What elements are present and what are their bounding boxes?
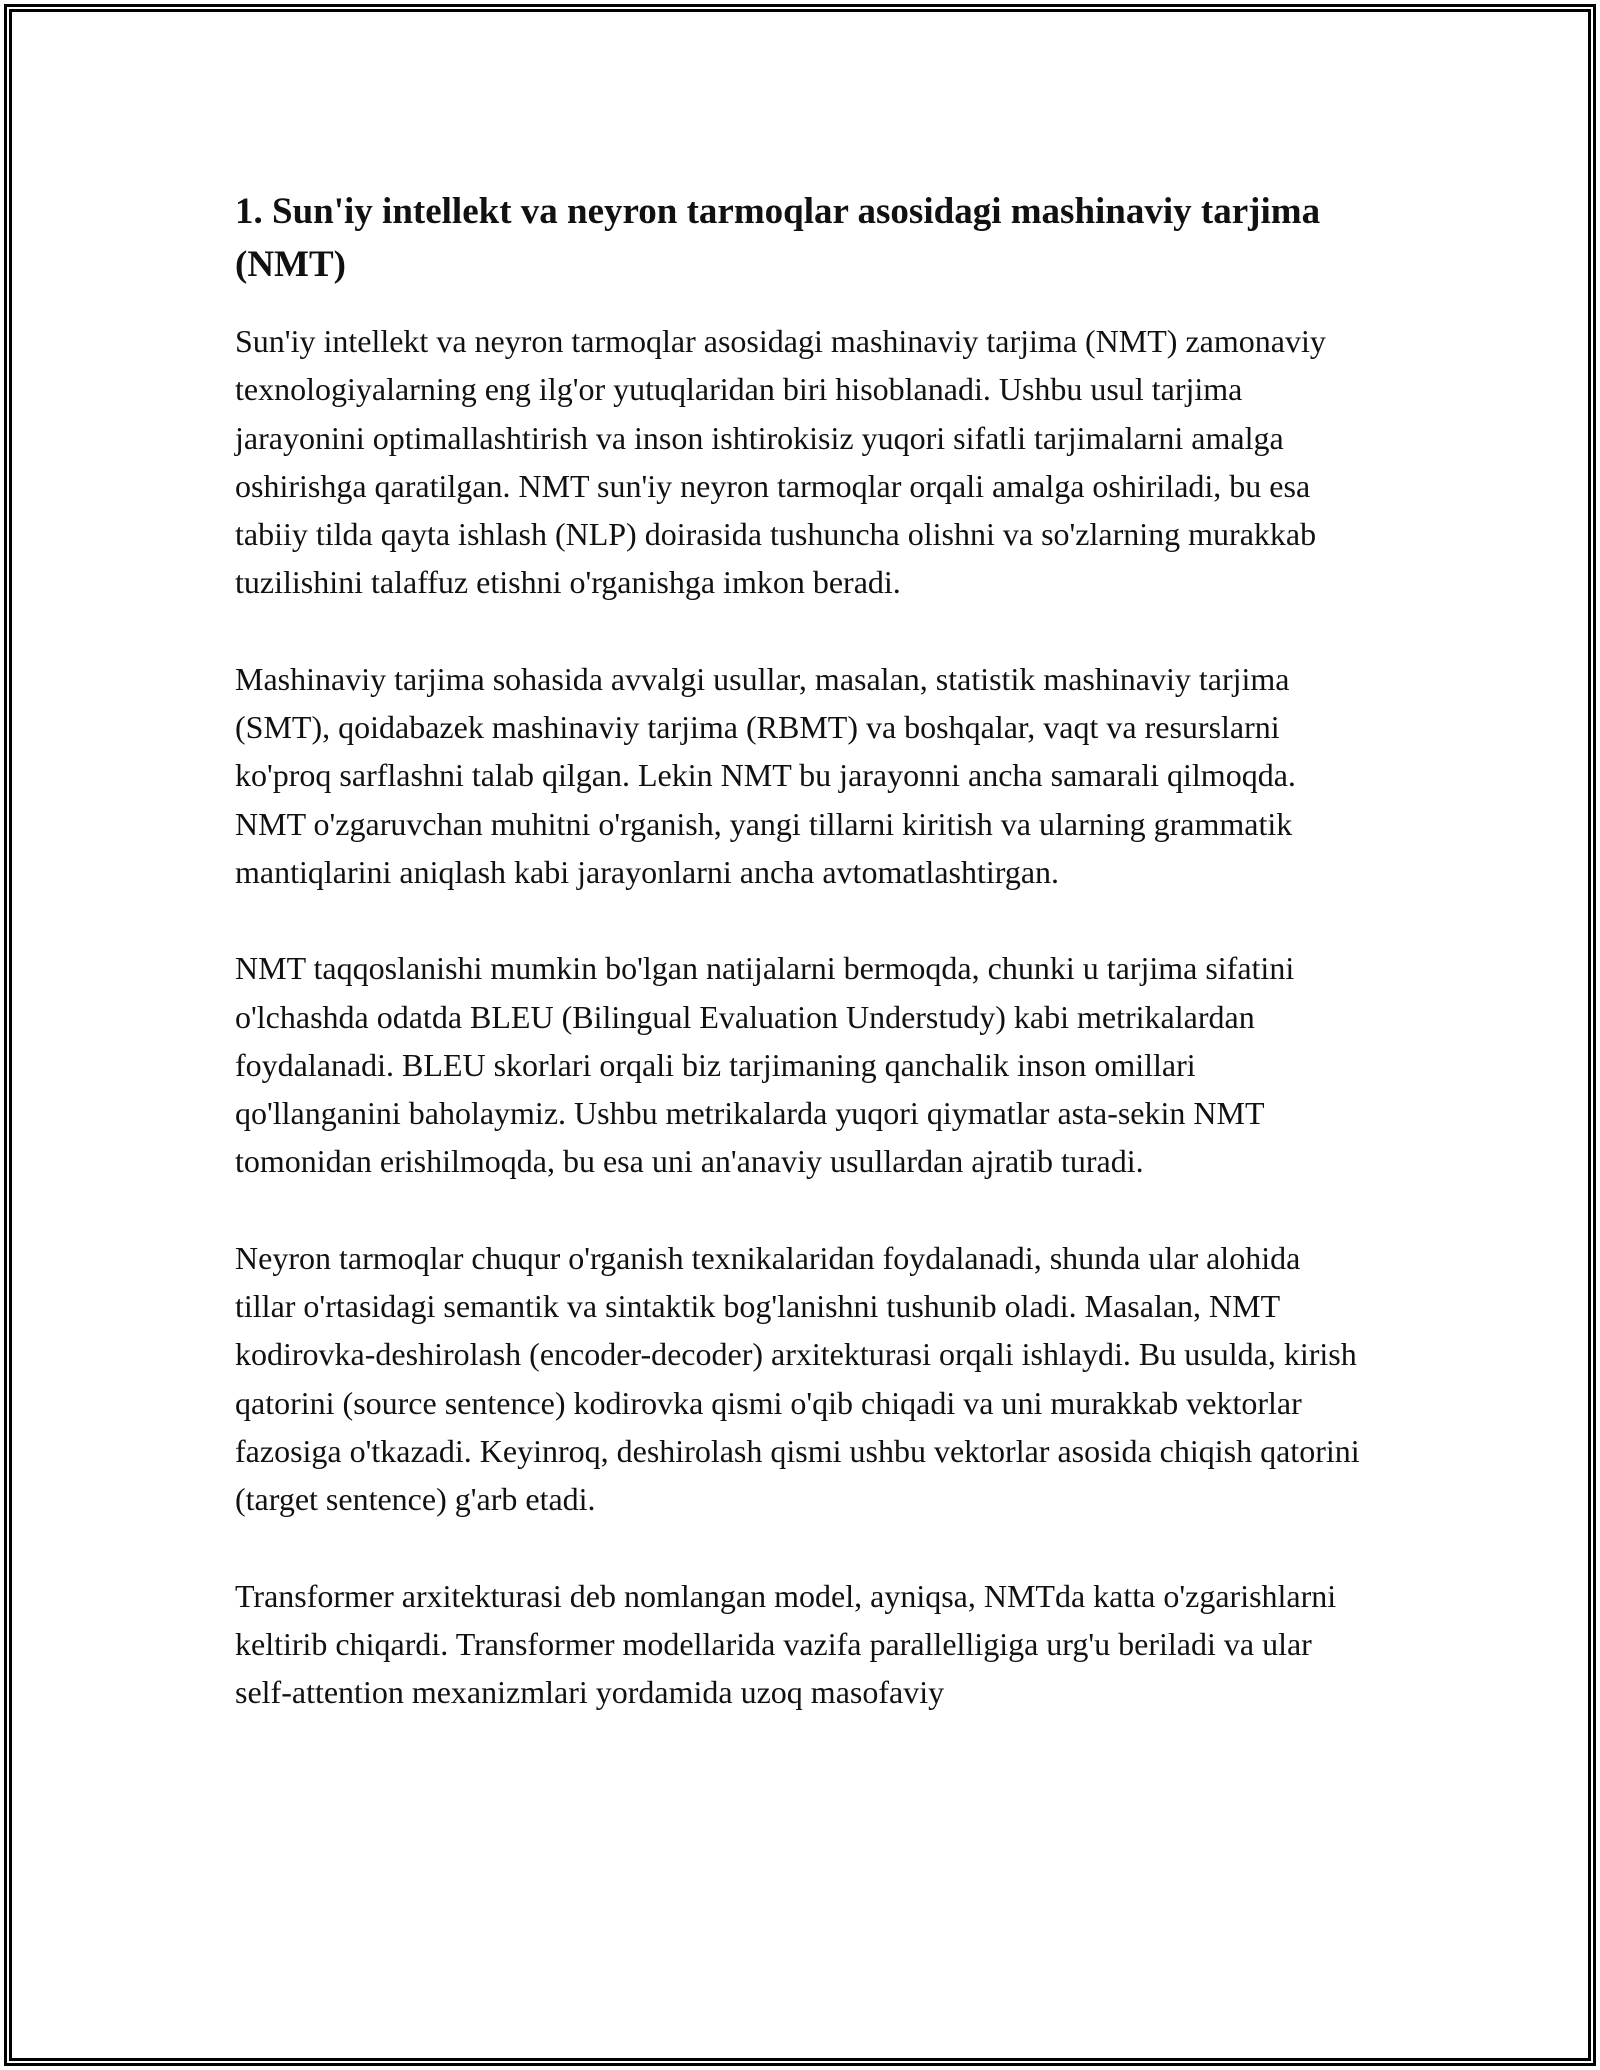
paragraph-1: Sun'iy intellekt va neyron tarmoqlar asosidagi mashinaviy tarjima (NMT) zamonaviy texnologiyalarning eng ilg'or yutuqlaridan biri hisoblanadi. Ushbu usul tarjima jarayonini optimallashtirish va inson ishtirokisiz yuqori sifatli tarjimalarni amalga oshirishga qaratilgan. NMT sun'iy neyron tarmoqlar orqali amalga oshiriladi, bu esa tabiiy tilda qayta ishlash (NLP) doirasida tushuncha olishni va so'zlarning murakkab tuzilishini talaffuz etishni o'rganishga imkon beradi. bbox=[235, 323, 1326, 601]
paragraph-3: NMT taqqoslanishi mumkin bo'lgan natijalarni bermoqda, chunki u tarjima sifatini o'lchashda odatda BLEU (Bilingual Evaluation Understudy) kabi metrikalardan foydalanadi. BLEU skorlari orqali biz tarjimaning qanchalik inson omillari qo'llanganini baholaymiz. Ushbu metrikalarda yuqori qiymatlar asta-sekin NMT tomonidan erishilmoqda, bu esa uni an'anaviy usullardan ajratib turadi. bbox=[235, 950, 1295, 1180]
section-heading: 1. Sun'iy intellekt va neyron tarmoqlar asosidagi mashinaviy tarjima (NMT) bbox=[235, 191, 1321, 285]
paragraph-4: Neyron tarmoqlar chuqur o'rganish texnikalaridan foydalanadi, shunda ular alohida tillar o'rtasidagi semantik va sintaktik bog'lanishni tushunib oladi. Masalan, NMT kodirovka-deshirolash (encoder-decoder) arxitekturasi orqali ishlaydi. Bu usulda, kirish qatorini (source sentence) kodirovka qismi o'qib chiqadi va uni murakkab vektorlar fazosiga o'tkazadi. Keyinroq, deshirolash qismi ushbu vektorlar asosida chiqish qatorini (target sentence) g'arb etadi. bbox=[235, 1239, 1360, 1518]
paragraph-5: Transformer arxitekturasi deb nomlangan model, ayniqsa, NMTda katta o'zgarishlarni keltirib chiqardi. Transformer modellarida vazifa parallelligiga urg'u beriladi va ular self-attention mexanizmlari yordamida uzoq masofaviy bbox=[235, 1577, 1337, 1711]
paragraph-2: Mashinaviy tarjima sohasida avvalgi usullar, masalan, statistik mashinaviy tarjima (SMT), qoidabazek mashinaviy tarjima (RBMT) va boshqalar, vaqt va resurslarni ko'proq sarflashni talab qilgan. Lekin NMT bu jarayonni ancha samarali qilmoqda. NMT o'zgaruvchan muhitni o'rganish, yangi tillarni kiritish va ularning grammatik mantiqlarini aniqlash kabi jarayonlarni ancha avtomatlashtirgan. bbox=[235, 660, 1296, 890]
document-body bbox=[235, 185, 1365, 1716]
